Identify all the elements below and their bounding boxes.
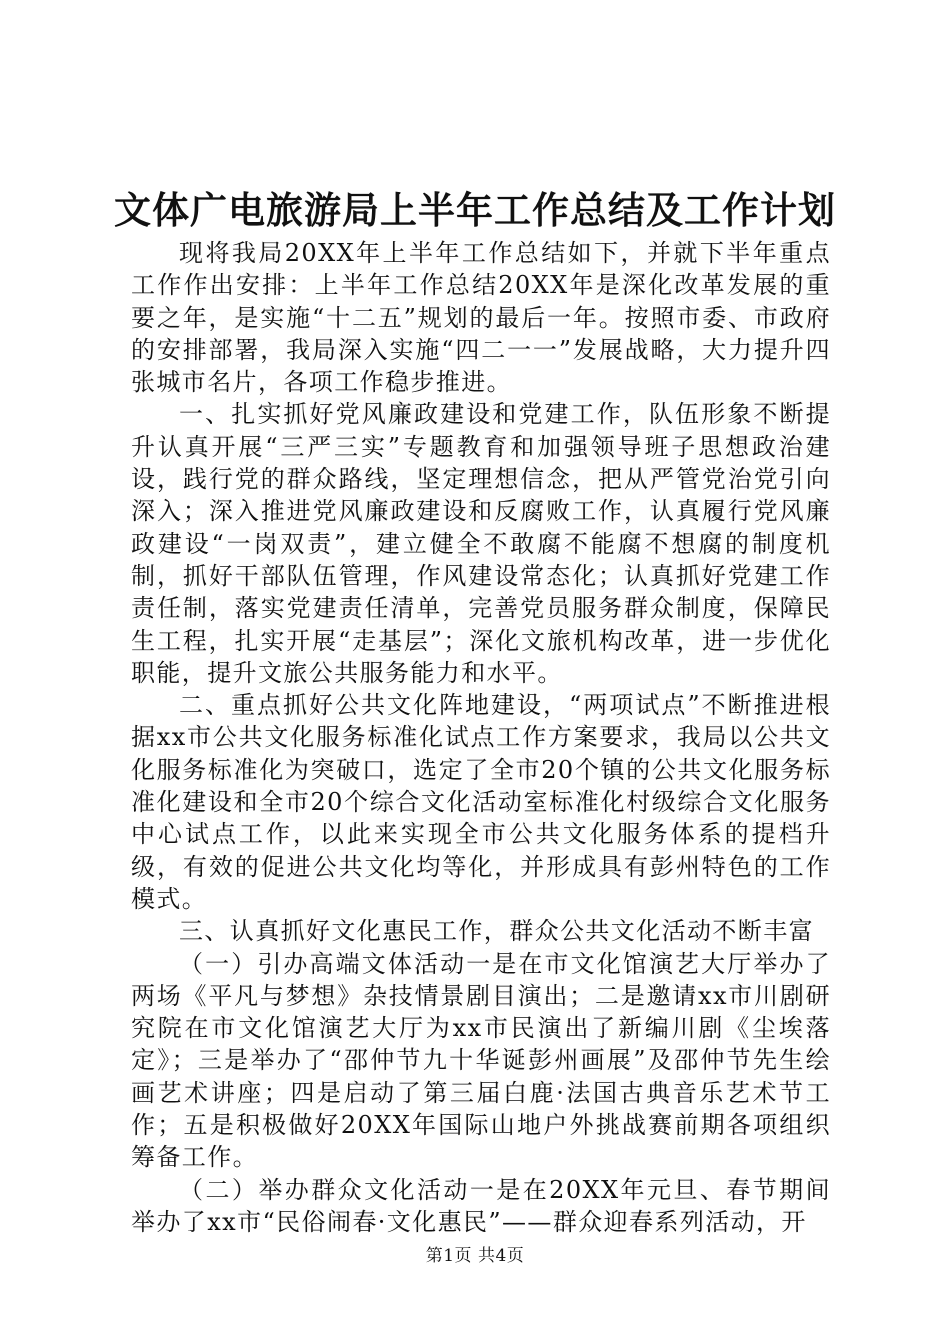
paragraph-section-2: 二、重点抓好公共文化阵地建设，“两项试点”不断推进根据xx市公共文化服务标准化试点工作方案要求，我局以公共文化服务标准化为突破口，选定了全市20个镇的公共文化服务标准化建设和全市20个综合文化活动室标准化村级综合文化服务中心试点工作，以此来实现全市公共文化服务体系的提档升级，有效的促进公共文化均等化，并形成具有彭州特色的工作模式。 xyxy=(131,691,831,913)
page-number-footer: 第1页 共4页 xyxy=(425,1246,525,1266)
paragraph-intro: 现将我局20XX年上半年工作总结如下，并就下半年重点工作作出安排：上半年工作总结20XX年是深化改革发展的重要之年，是实施“十二五”规划的最后一年。按照市委、市政府的安排部署，我局深入实施“四二一一”发展战略，大力提升四张城市名片，各项工作稳步推进。 xyxy=(131,239,831,397)
document-body xyxy=(131,237,831,1238)
paragraph-section-3-item-2: （二）举办群众文化活动一是在20XX年元旦、春节期间举办了xx市“民俗闹春·文化惠民”——群众迎春系列活动，开 xyxy=(131,1175,831,1236)
paragraph-section-1: 一、扎实抓好党风廉政建设和党建工作，队伍形象不断提升认真开展“三严三实”专题教育和加强领导班子思想政治建设，践行党的群众路线，坚定理想信念，把从严管党治党引向深入；深入推进党风廉政建设和反腐败工作，认真履行党风廉政建设“一岗双责”，建立健全不敢腐不能腐不想腐的制度机制，抓好干部队伍管理，作风建设常态化；认真抓好党建工作责任制，落实党建责任清单，完善党员服务群众制度，保障民生工程，扎实开展“走基层”；深化文旅机构改革，进一步优化职能，提升文旅公共服务能力和水平。 xyxy=(131,400,831,687)
document-title: 文体广电旅游局上半年工作总结及工作计划 xyxy=(114,188,836,232)
paragraph-section-3-item-1: （一）引办高端文体活动一是在市文化馆演艺大厅举办了两场《平凡与梦想》杂技情景剧目演出；二是邀请xx市川剧研究院在市文化馆演艺大厅为xx市民演出了新编川剧《尘埃落定》；三是举办了“邵仲节九十华诞彭州画展”及邵仲节先生绘画艺术讲座；四是启动了第三届白鹿·法国古典音乐艺术节工作；五是积极做好20XX年国际山地户外挑战赛前期各项组织筹备工作。 xyxy=(131,949,831,1172)
paragraph-section-3-heading: 三、认真抓好文化惠民工作，群众公共文化活动不断丰富 xyxy=(179,917,814,946)
